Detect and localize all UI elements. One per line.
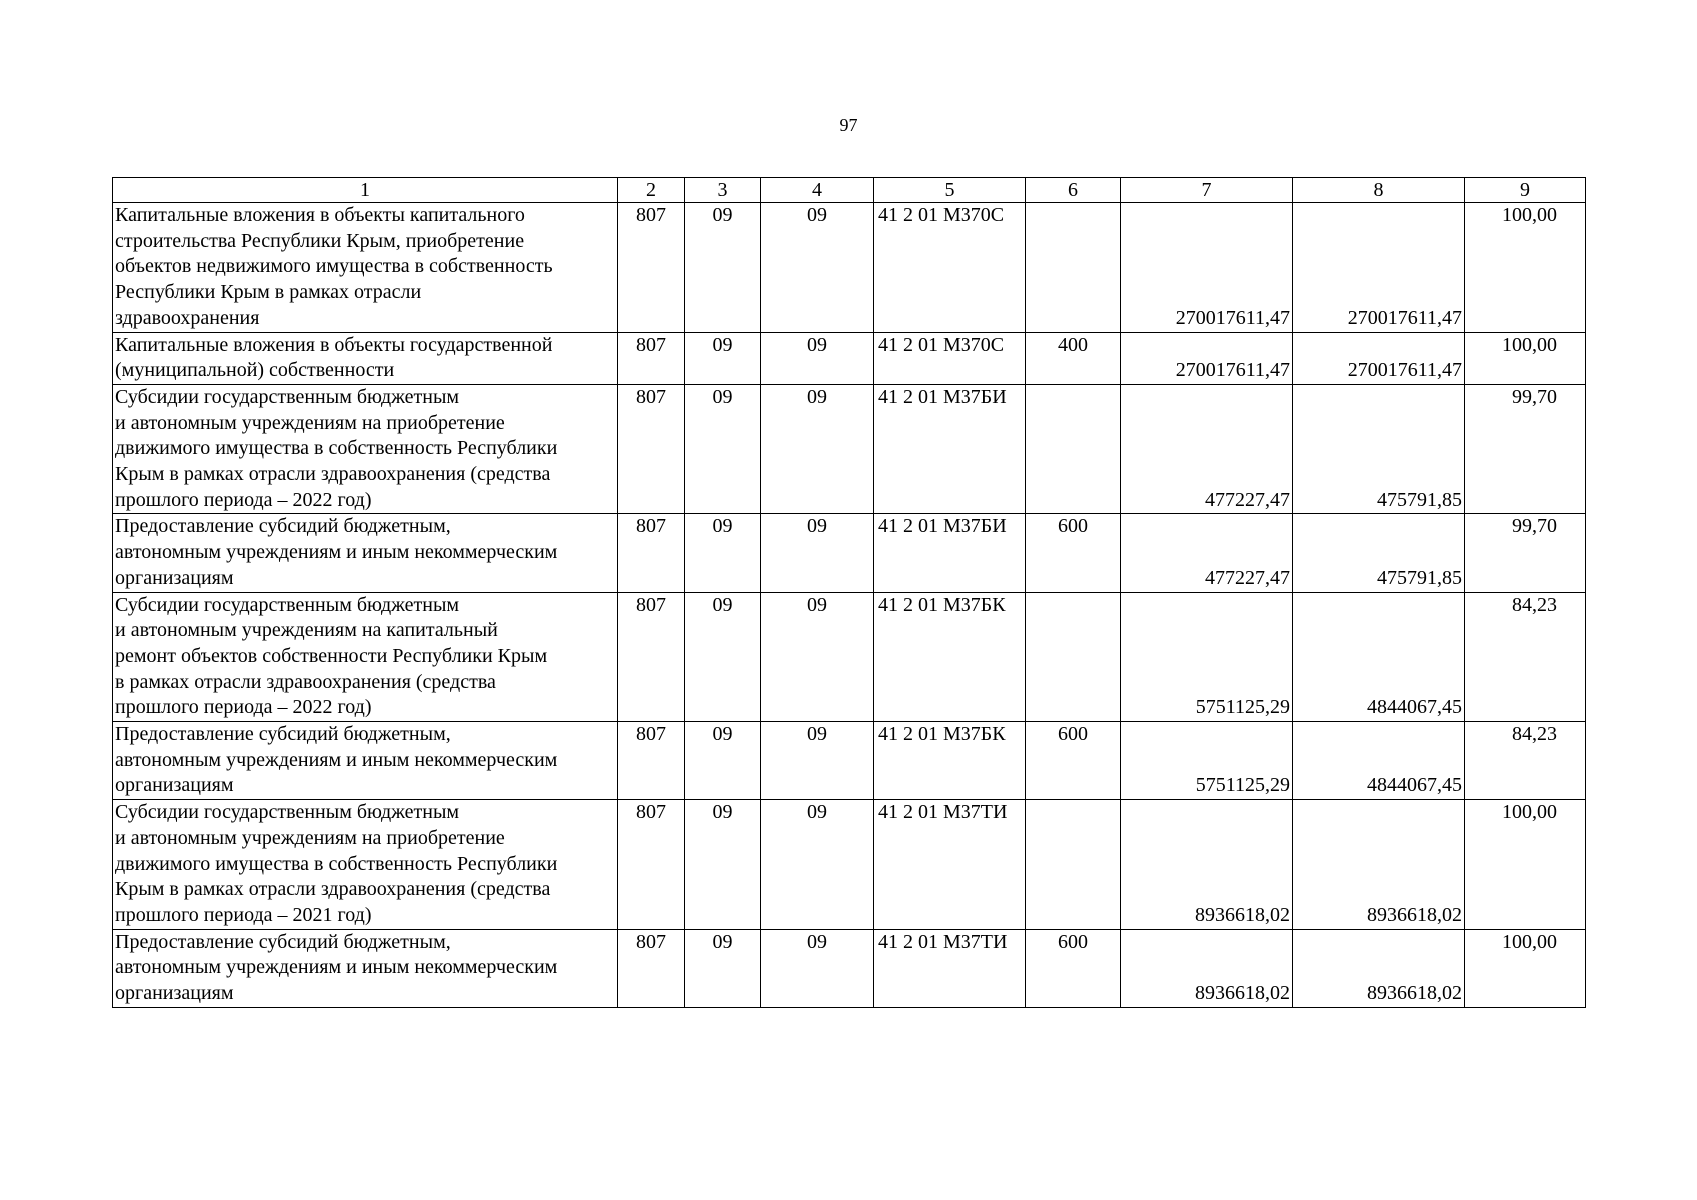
description-line: организациям xyxy=(115,982,234,1005)
budget-code-cell: 807 xyxy=(618,514,685,592)
table-row xyxy=(113,722,1586,800)
planned-amount-cell: 477227,47 xyxy=(1121,384,1293,514)
execution-percent-cell: 84,23 xyxy=(1465,722,1586,800)
description-line: Капитальные вложения в объекты государственной xyxy=(115,333,553,356)
description-line: и автономным учреждениям на приобретение xyxy=(115,411,505,434)
executed-amount-cell: 8936618,02 xyxy=(1293,800,1465,930)
description-line: организациям xyxy=(115,774,234,797)
table-row xyxy=(113,384,1586,514)
expense-type-cell: 600 xyxy=(1026,514,1121,592)
description-line: автономным учреждениям и иным некоммерческим xyxy=(115,748,558,771)
section-cell: 09 xyxy=(685,384,761,514)
description-line: автономным учреждениям и иным некоммерческим xyxy=(115,956,558,979)
description-cell xyxy=(113,332,618,384)
subsection-cell: 09 xyxy=(761,514,874,592)
table-row xyxy=(113,929,1586,1007)
execution-percent-cell: 100,00 xyxy=(1465,203,1586,333)
subsection-cell: 09 xyxy=(761,592,874,722)
description-line: Субсидии государственным бюджетным xyxy=(115,801,460,824)
target-article-cell: 41 2 01 М370С xyxy=(874,332,1026,384)
executed-amount-cell: 475791,85 xyxy=(1293,514,1465,592)
description-cell xyxy=(113,384,618,514)
description-line: Предоставление субсидий бюджетным, xyxy=(115,930,451,953)
budget-code-cell: 807 xyxy=(618,722,685,800)
description-line: прошлого периода – 2021 год) xyxy=(115,903,372,926)
table-row xyxy=(113,203,1586,333)
executed-amount-cell: 270017611,47 xyxy=(1293,332,1465,384)
table-row xyxy=(113,800,1586,930)
planned-amount-cell: 5751125,29 xyxy=(1121,722,1293,800)
expense-type-cell xyxy=(1026,592,1121,722)
execution-percent-cell: 100,00 xyxy=(1465,332,1586,384)
planned-amount-cell: 8936618,02 xyxy=(1121,800,1293,930)
budget-code-cell: 807 xyxy=(618,384,685,514)
description-line: ремонт объектов собственности Республики Крым xyxy=(115,644,548,667)
description-line: движимого имущества в собственность Республики xyxy=(115,437,558,460)
budget-table xyxy=(112,177,1586,1008)
section-cell: 09 xyxy=(685,203,761,333)
target-article-cell: 41 2 01 М370С xyxy=(874,203,1026,333)
budget-code-cell: 807 xyxy=(618,203,685,333)
column-header-row xyxy=(113,178,1586,203)
expense-type-cell xyxy=(1026,800,1121,930)
description-line: (муниципальной) собственности xyxy=(115,359,395,382)
description-line: Субсидии государственным бюджетным xyxy=(115,385,460,408)
description-line: Капитальные вложения в объекты капитального xyxy=(115,204,525,226)
description-line: Субсидии государственным бюджетным xyxy=(115,593,460,616)
planned-amount-cell: 270017611,47 xyxy=(1121,203,1293,333)
description-line: и автономным учреждениям на приобретение xyxy=(115,826,505,849)
target-article-cell: 41 2 01 М37ТИ xyxy=(874,929,1026,1007)
subsection-cell: 09 xyxy=(761,384,874,514)
executed-amount-cell: 4844067,45 xyxy=(1293,592,1465,722)
description-cell xyxy=(113,800,618,930)
target-article-cell: 41 2 01 М37БИ xyxy=(874,384,1026,514)
table-row xyxy=(113,332,1586,384)
section-cell: 09 xyxy=(685,722,761,800)
description-line: в рамках отрасли здравоохранения (средства xyxy=(115,670,496,693)
column-header-6: 6 xyxy=(1026,178,1121,203)
budget-code-cell: 807 xyxy=(618,592,685,722)
column-header-7: 7 xyxy=(1121,178,1293,203)
execution-percent-cell: 99,70 xyxy=(1465,514,1586,592)
description-line: прошлого периода – 2022 год) xyxy=(115,696,372,719)
expense-type-cell: 400 xyxy=(1026,332,1121,384)
section-cell: 09 xyxy=(685,592,761,722)
executed-amount-cell: 4844067,45 xyxy=(1293,722,1465,800)
section-cell: 09 xyxy=(685,800,761,930)
description-line: здравоохранения xyxy=(115,306,260,329)
description-line: Крым в рамках отрасли здравоохранения (средства xyxy=(115,463,551,486)
subsection-cell: 09 xyxy=(761,332,874,384)
description-cell xyxy=(113,592,618,722)
executed-amount-cell: 8936618,02 xyxy=(1293,929,1465,1007)
description-cell xyxy=(113,929,618,1007)
expense-type-cell: 600 xyxy=(1026,929,1121,1007)
table-row xyxy=(113,592,1586,722)
target-article-cell: 41 2 01 М37ТИ xyxy=(874,800,1026,930)
subsection-cell: 09 xyxy=(761,722,874,800)
executed-amount-cell: 270017611,47 xyxy=(1293,203,1465,333)
section-cell: 09 xyxy=(685,514,761,592)
page-number: 97 xyxy=(839,115,858,135)
column-header-8: 8 xyxy=(1293,178,1465,203)
subsection-cell: 09 xyxy=(761,203,874,333)
execution-percent-cell: 100,00 xyxy=(1465,800,1586,930)
description-line: строительства Республики Крым, приобретение xyxy=(115,229,525,252)
column-header-1: 1 xyxy=(113,178,618,203)
description-line: движимого имущества в собственность Республики xyxy=(115,852,558,875)
planned-amount-cell: 5751125,29 xyxy=(1121,592,1293,722)
target-article-cell: 41 2 01 М37БК xyxy=(874,722,1026,800)
description-cell xyxy=(113,203,618,333)
description-line: объектов недвижимого имущества в собственность xyxy=(115,255,553,278)
section-cell: 09 xyxy=(685,929,761,1007)
expense-type-cell: 600 xyxy=(1026,722,1121,800)
column-header-4: 4 xyxy=(761,178,874,203)
description-line: Предоставление субсидий бюджетным, xyxy=(115,723,451,746)
execution-percent-cell: 99,70 xyxy=(1465,384,1586,514)
subsection-cell: 09 xyxy=(761,800,874,930)
budget-code-cell: 807 xyxy=(618,929,685,1007)
description-line: и автономным учреждениям на капитальный xyxy=(115,619,498,642)
description-line: автономным учреждениям и иным некоммерческим xyxy=(115,541,558,564)
execution-percent-cell: 84,23 xyxy=(1465,592,1586,722)
expense-type-cell xyxy=(1026,384,1121,514)
target-article-cell: 41 2 01 М37БИ xyxy=(874,514,1026,592)
subsection-cell: 09 xyxy=(761,929,874,1007)
expense-type-cell xyxy=(1026,203,1121,333)
description-line: Предоставление субсидий бюджетным, xyxy=(115,515,451,538)
planned-amount-cell: 477227,47 xyxy=(1121,514,1293,592)
table-body xyxy=(113,178,1586,1008)
description-line: прошлого периода – 2022 год) xyxy=(115,488,372,511)
column-header-3: 3 xyxy=(685,178,761,203)
planned-amount-cell: 8936618,02 xyxy=(1121,929,1293,1007)
description-line: Республики Крым в рамках отрасли xyxy=(115,281,422,304)
budget-code-cell: 807 xyxy=(618,332,685,384)
description-line: Крым в рамках отрасли здравоохранения (средства xyxy=(115,878,551,901)
description-line: организациям xyxy=(115,566,234,589)
executed-amount-cell: 475791,85 xyxy=(1293,384,1465,514)
column-header-9: 9 xyxy=(1465,178,1586,203)
description-cell xyxy=(113,722,618,800)
table-row xyxy=(113,514,1586,592)
budget-code-cell: 807 xyxy=(618,800,685,930)
description-cell xyxy=(113,514,618,592)
column-header-2: 2 xyxy=(618,178,685,203)
execution-percent-cell: 100,00 xyxy=(1465,929,1586,1007)
planned-amount-cell: 270017611,47 xyxy=(1121,332,1293,384)
column-header-5: 5 xyxy=(874,178,1026,203)
target-article-cell: 41 2 01 М37БК xyxy=(874,592,1026,722)
section-cell: 09 xyxy=(685,332,761,384)
